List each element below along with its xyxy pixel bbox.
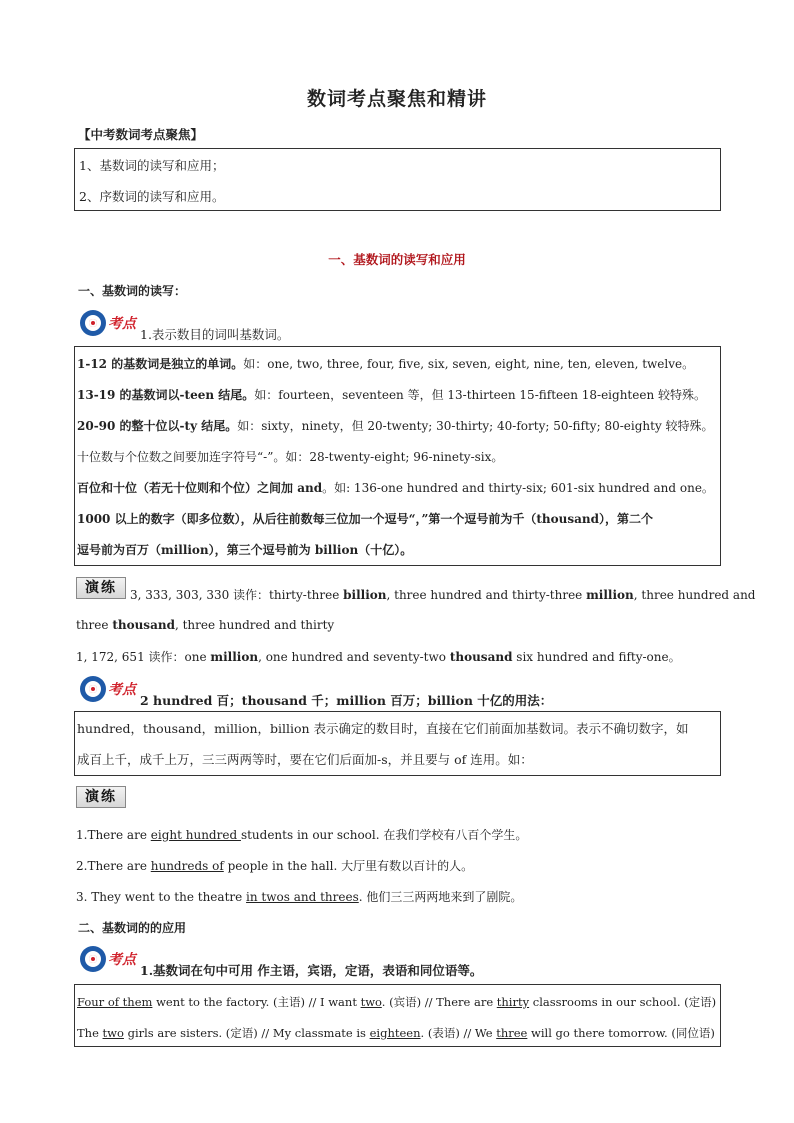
kaodian-label: 考点: [108, 952, 136, 968]
example-line: 2.There are hundreds of people in the hall. 大厅里有数以百计的人。: [76, 859, 474, 873]
example-line: 3. They went to the theatre in twos and threes. 他们三三两两地来到了剧院。: [76, 890, 523, 904]
kaodian-text: 1.基数词在句中可用 作主语，宾语，定语，表语和同位语等。: [140, 963, 483, 978]
usage-example-line: The two girls are sisters. (定语) // My classmate is eighteen. (表语) // We three will go there tomorrow. (同位语): [77, 1026, 715, 1040]
subsection-title: 一、基数词的读写：: [78, 284, 187, 298]
kaodian-text: 2 hundred 百；thousand 千；million 百万；billion 十亿的用法：: [140, 693, 553, 708]
focus-item: 1、基数词的读写和应用；: [79, 158, 225, 173]
kaodian-marker: [80, 944, 136, 974]
page-title: 数词考点聚焦和精讲: [306, 88, 487, 110]
rule-line: 逗号前为百万（million），第三个逗号前为 billion（十亿）。: [77, 543, 413, 557]
yanlian-badge: 演练: [76, 786, 126, 808]
section-title: 一、基数词的读写和应用: [328, 252, 466, 267]
usage-line: hundred，thousand，million，billion 表示确定的数目时，直接在它们前面加基数词。表示不确切数字，如: [77, 721, 689, 736]
kaodian-marker: [80, 674, 136, 704]
focus-header: 【中考数词考点聚焦】: [78, 127, 204, 142]
focus-box: [74, 148, 721, 211]
kaodian-label: 考点: [108, 316, 136, 332]
exercise-line: 3, 333, 303, 330 读作：thirty-three billion, three hundred and thirty-three million, three hundred and: [130, 588, 756, 602]
usage-example-box: [74, 984, 721, 1047]
example-line: 1.There are eight hundred students in our school. 在我们学校有八百个学生。: [76, 828, 528, 842]
usage-line: 成百上千，成千上万，三三两两等时，要在它们后面加-s，并且要与 of 连用。如：: [77, 752, 533, 767]
exercise-line: three thousand, three hundred and thirty: [76, 618, 335, 632]
exercise-line: 1, 172, 651 读作：one million, one hundred and seventy-two thousand six hundred and fifty-one。: [76, 650, 681, 664]
rule-line: 百位和十位（若无十位则和个位）之间加 and。如: 136-one hundred and thirty-six; 601-six hundred and one。: [77, 481, 714, 495]
focus-item: 2、序数词的读写和应用。: [79, 189, 225, 204]
usage-box: [74, 711, 721, 776]
target-icon: [80, 946, 106, 972]
rules-box: [74, 346, 721, 566]
rule-line: 13-19 的基数词以-teen 结尾。如：fourteen，seventeen 等，但 13-thirteen 15-fifteen 18-eighteen 较特殊。: [77, 388, 707, 402]
kaodian-label: 考点: [108, 682, 136, 698]
rule-line: 20-90 的整十位以-ty 结尾。如：sixty，ninety，但 20-twenty; 30-thirty; 40-forty; 50-fifty; 80-eighty 较特殊。: [77, 419, 714, 433]
rule-line: 十位数与个位数之间要加连字符号“-”。如：28-twenty-eight; 96-ninety-six。: [77, 450, 504, 464]
rule-line: 1000 以上的数字（即多位数），从后往前数每三位加一个逗号“，”第一个逗号前为千（thousand），第二个: [77, 512, 654, 526]
kaodian-marker: [80, 308, 136, 338]
target-icon: [80, 676, 106, 702]
subsection-title: 二、基数词的的应用: [78, 921, 187, 935]
rule-line: 1-12 的基数词是独立的单词。如：one, two, three, four, five, six, seven, eight, nine, ten, eleven, twelve。: [77, 357, 695, 371]
usage-example-line: Four of them went to the factory. (主语) // I want two. (宾语) // There are thirty classrooms in our school. (定语): [77, 995, 717, 1009]
yanlian-badge: 演练: [76, 577, 126, 599]
kaodian-text: 1.表示数目的词叫基数词。: [140, 327, 290, 342]
target-icon: [80, 310, 106, 336]
